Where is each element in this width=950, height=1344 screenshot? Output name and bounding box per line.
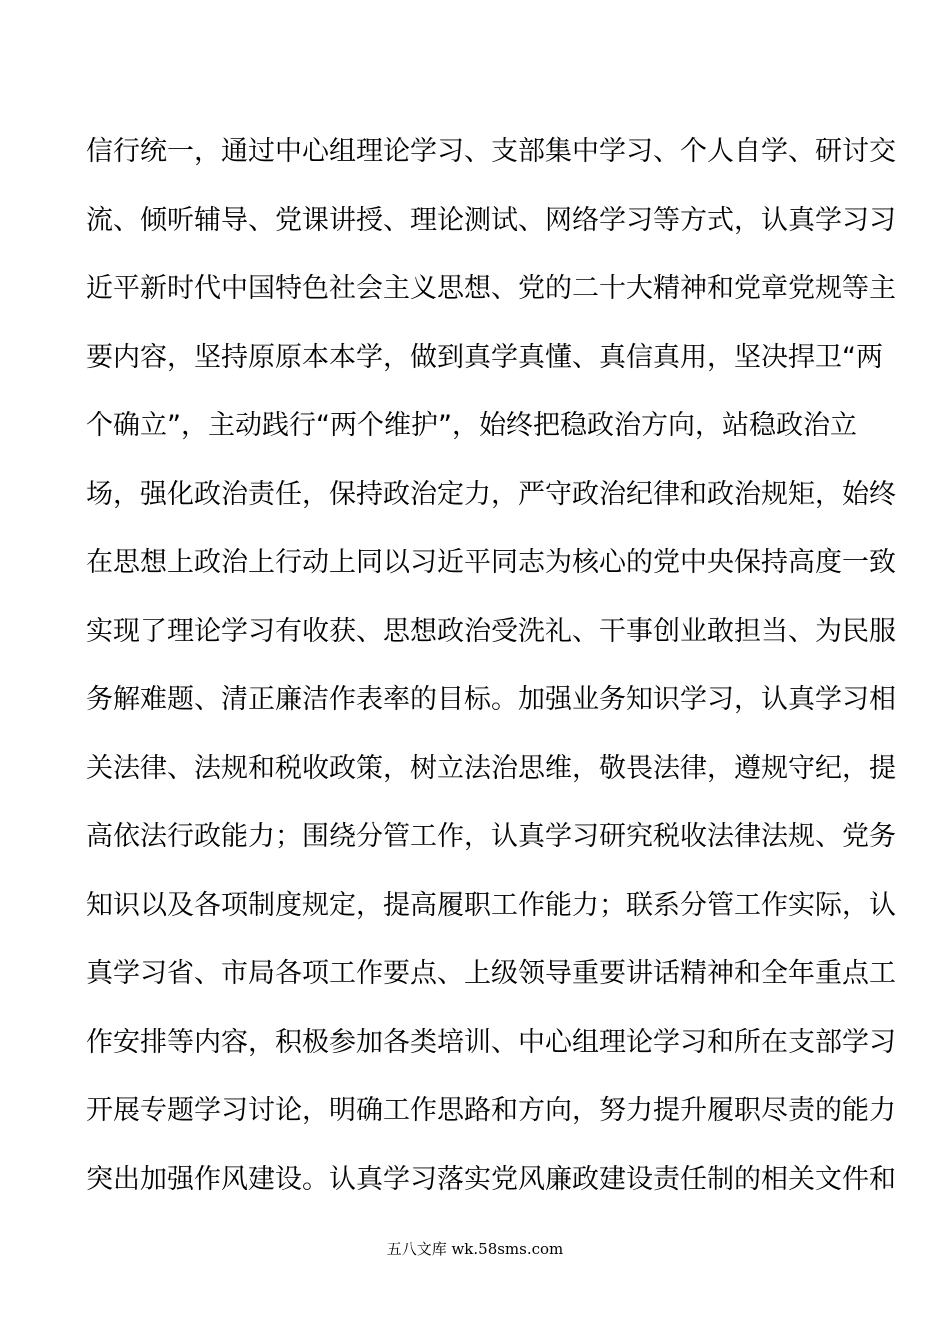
text-line: 突出加强作风建设。认真学习落实党风廉政建设责任制的相关文件和 [86, 1163, 896, 1195]
text-line: 个确立”，主动践行“两个维护”，始终把稳政治方向，站稳政治立 [86, 410, 857, 441]
text-line: 作安排等内容，积极参加各类培训、中心组理论学习和所在支部学习 [86, 1026, 896, 1058]
text-line: 近平新时代中国特色社会主义思想、党的二十大精神和党章党规等主 [86, 273, 896, 304]
page-footer-watermark: 五八文库 wk.58sms.com [386, 1240, 564, 1258]
text-line: 在思想上政治上行动上同以习近平同志为核心的党中央保持高度一致 [86, 547, 896, 578]
text-line: 要内容，坚持原原本本学，做到真学真懂、真信真用，坚决捍卫“两 [86, 341, 883, 373]
text-line: 关法律、法规和税收政策，树立法治思维，敬畏法律，遵规守纪，提 [86, 752, 896, 784]
text-line: 信行统一，通过中心组理论学习、支部集中学习、个人自学、研讨交 [86, 136, 896, 167]
text-line: 流、倾听辅导、党课讲授、理论测试、网络学习等方式，认真学习习 [86, 204, 896, 236]
text-line: 实现了理论学习有收获、思想政治受洗礼、干事创业敢担当、为民服 [86, 615, 896, 647]
text-line: 务解难题、清正廉洁作表率的目标。加强业务知识学习，认真学习相 [86, 684, 896, 715]
text-line: 场，强化政治责任，保持政治定力，严守政治纪律和政治规矩，始终 [86, 478, 896, 510]
text-line: 真学习省、市局各项工作要点、上级领导重要讲话精神和全年重点工 [86, 958, 896, 989]
text-line: 知识以及各项制度规定，提高履职工作能力；联系分管工作实际，认 [86, 889, 896, 921]
text-line: 开展专题学习讨论，明确工作思路和方向，努力提升履职尽责的能力 [86, 1095, 896, 1126]
text-line: 高依法行政能力；围绕分管工作，认真学习研究税收法律法规、党务 [86, 821, 896, 852]
body-paragraph [86, 124, 896, 1220]
